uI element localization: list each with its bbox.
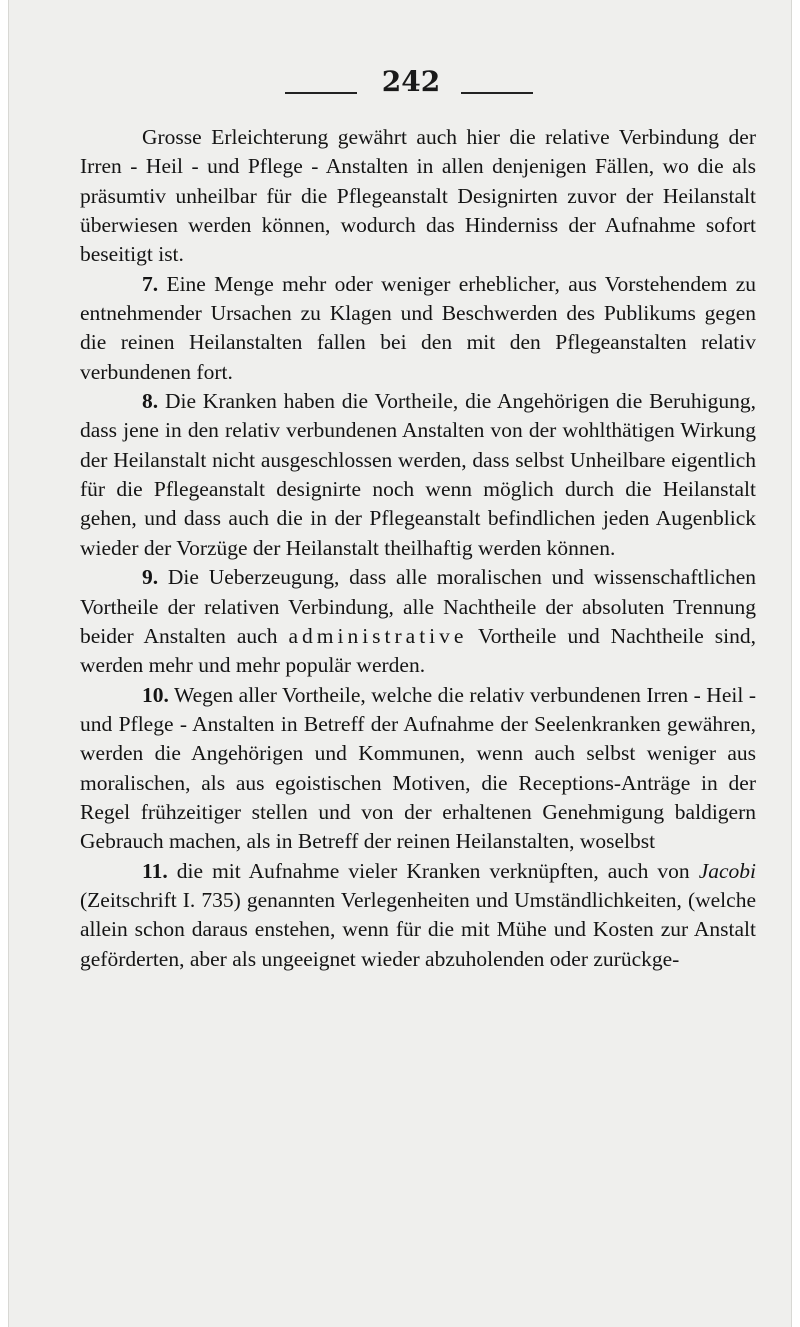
page-number: 242 bbox=[381, 65, 441, 98]
book-page bbox=[8, 0, 792, 1327]
paragraph-number: 9. bbox=[142, 565, 159, 590]
paragraph-text: Die Kranken haben die Vortheile, die Angehörigen die Beruhigung, dass jene in den relativ verbundenen Anstalten von der wohlthätigen Wirkung der Heilanstalt nicht ausgeschlossen werden, dass selbst Unheilbare eigentlich für die Pflegeanstalt designirte noch wenn möglich durch die Heilanstalt gehen, und dass auch die in der Pflegeanstalt befindlichen jeden Augenblick wieder der Vorzüge der Heilanstalt theilhaftig werden können. bbox=[80, 389, 756, 560]
paragraph-number: 8. bbox=[142, 389, 159, 414]
paragraph-text: Eine Menge mehr oder weniger erheblicher, aus Vorstehendem zu entnehmender Ursachen zu Klagen und Beschwerden des Publikums gegen die reinen Heilanstalten fallen bei den mit den Pflegeanstalten relativ verbundenen fort. bbox=[80, 271, 756, 384]
paragraph-11 bbox=[80, 857, 756, 974]
paragraph bbox=[80, 123, 756, 270]
body-text bbox=[80, 123, 756, 974]
paragraph-number: 11. bbox=[142, 858, 168, 883]
page-header bbox=[9, 62, 792, 102]
paragraph-number: 10. bbox=[142, 682, 169, 707]
paragraph-text: die mit Aufnahme vieler Kranken verknüpften, auch von bbox=[176, 858, 690, 883]
paragraph-text: Wegen aller Vortheile, welche die relativ verbundenen Irren - Heil - und Pflege - Anstalten in Betreff der Aufnahme der Seelenkranken gewähren, werden die Angehörigen und Kommunen, wenn auch selbst weniger aus moralischen, als aus egoistischen Motiven, die Receptions-Anträge in der Regel frühzeitiger stellen und von der erhaltenen Genehmigung baldigern Gebrauch machen, als in Betreff der reinen Heilanstalten, woselbst bbox=[80, 682, 756, 854]
author-name: Jacobi bbox=[698, 858, 756, 883]
paragraph-text: Grosse Erleichterung gewährt auch hier die relative Verbindung der Irren - Heil - und Pflege - Anstalten in allen denjenigen Fällen, wo die als präsumtiv unheilbar für die Pflegeanstalt Designirten zuvor der Heilanstalt überwiesen werden können, wodurch das Hinderniss der Aufnahme sofort beseitigt ist. bbox=[80, 125, 756, 267]
header-rule-right bbox=[461, 92, 533, 94]
paragraph-9 bbox=[80, 563, 756, 680]
paragraph-10 bbox=[80, 681, 756, 857]
paragraph-text: Die Ueberzeugung, dass alle moralischen und wissenschaftlichen Vortheile der relativen Verbindung, alle Nachtheile der absoluten Trennung beider Anstalten auch bbox=[80, 565, 756, 648]
paragraph-8 bbox=[80, 387, 756, 563]
paragraph-number: 7. bbox=[142, 271, 159, 296]
spaced-emphasis: administrative bbox=[288, 623, 468, 648]
paragraph-7 bbox=[80, 270, 756, 387]
paragraph-text: (Zeitschrift I. 735) genannten Verlegenheiten und Umständlichkeiten, (welche allein schon daraus enstehen, wenn für die mit Mühe und Kosten zur Anstalt geförderten, aber als ungeeignet wieder abzuholenden oder zurückge- bbox=[80, 887, 756, 971]
header-rule-left bbox=[285, 92, 357, 94]
paragraph-text: Vortheile und Nachtheile sind, werden mehr und mehr populär werden. bbox=[80, 623, 756, 678]
